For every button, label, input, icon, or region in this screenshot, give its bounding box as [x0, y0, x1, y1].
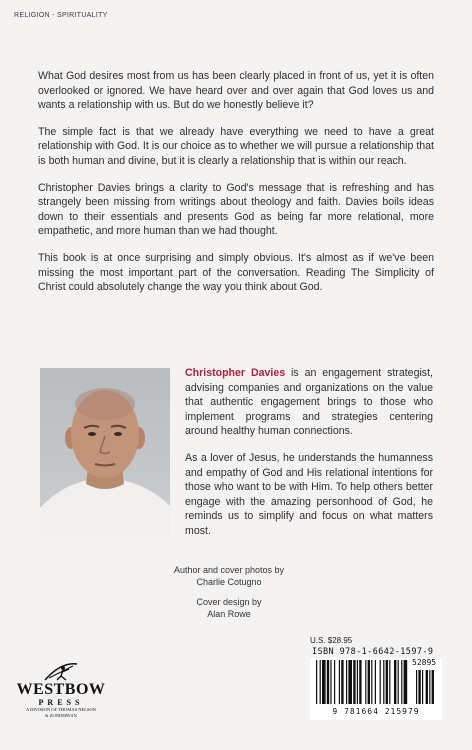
design-credit-label: Cover design by — [196, 597, 262, 607]
barcode-number: 9 781664 215979 — [310, 707, 442, 716]
bio-paragraph — [185, 366, 433, 439]
publisher-name: WESTBOW — [16, 681, 106, 698]
blurb-paragraph: The simple fact is that we already have everything we need to have a great relationship with God. It is our choice as to whether we will pursue a relationship that is both human and divine, but it is clearly a relationship that is within our reach. — [38, 125, 434, 167]
blurb-paragraph: This book is at once surprising and simply obvious. It's almost as if we've been missing the most important part of the conversation. Reading The Simplicity of Christ could absolutely change the way you think about God. — [38, 251, 434, 294]
back-cover-blurb — [38, 69, 434, 307]
author-photo — [40, 368, 170, 536]
photo-credits — [170, 564, 288, 620]
blurb-paragraph: Christopher Davies brings a clarity to God's message that is refreshing and has strangely been missing from writings about theology and faith. Davies boils ideas down to their essentials and presents God as being far more relational, more empathetic, and more human than we had thought. — [38, 181, 434, 238]
isbn-text: ISBN 978-1-6642-1597-9 — [312, 647, 434, 657]
price-code: 52895 — [412, 658, 437, 667]
author-name: Christopher Davies — [185, 367, 286, 379]
bio-text: is an engagement strategist, advising companies and organizations on the value that authentic engagement brings to those who implement programs and strategies centering around healthy human connections. — [185, 367, 433, 438]
publisher-division-2: & ZONDERVAN — [45, 713, 77, 718]
design-credit-name: Alan Rowe — [207, 609, 251, 619]
publisher-division: A DIVISION OF THOMAS NELSON — [26, 707, 96, 712]
blurb-paragraph: What God desires most from us has been clearly placed in front of us, yet it is often overlooked or ignored. We have heard over and over again that God loves us and wants a relationship with us. But do we honestly believe it? — [38, 70, 434, 112]
category-label: RELIGION - SPIRITUALITY — [14, 12, 108, 19]
photo-credit-label: Author and cover photos by — [173, 565, 285, 575]
publisher-logo — [16, 660, 106, 740]
price-label: U.S. $28.95 — [310, 636, 353, 645]
photo-credit-name: Charlie Cotugno — [196, 577, 262, 587]
bio-paragraph: As a lover of Jesus, he understands the humanness and empathy of God and His relational intentions for those who want to be with Him. To help others better engage with the amazing personhood of God, he reminds us to simplify and focus on what matters most. — [185, 451, 433, 537]
author-bio — [185, 366, 433, 551]
publisher-press: PRESS — [38, 698, 84, 707]
archer-icon — [41, 660, 81, 682]
